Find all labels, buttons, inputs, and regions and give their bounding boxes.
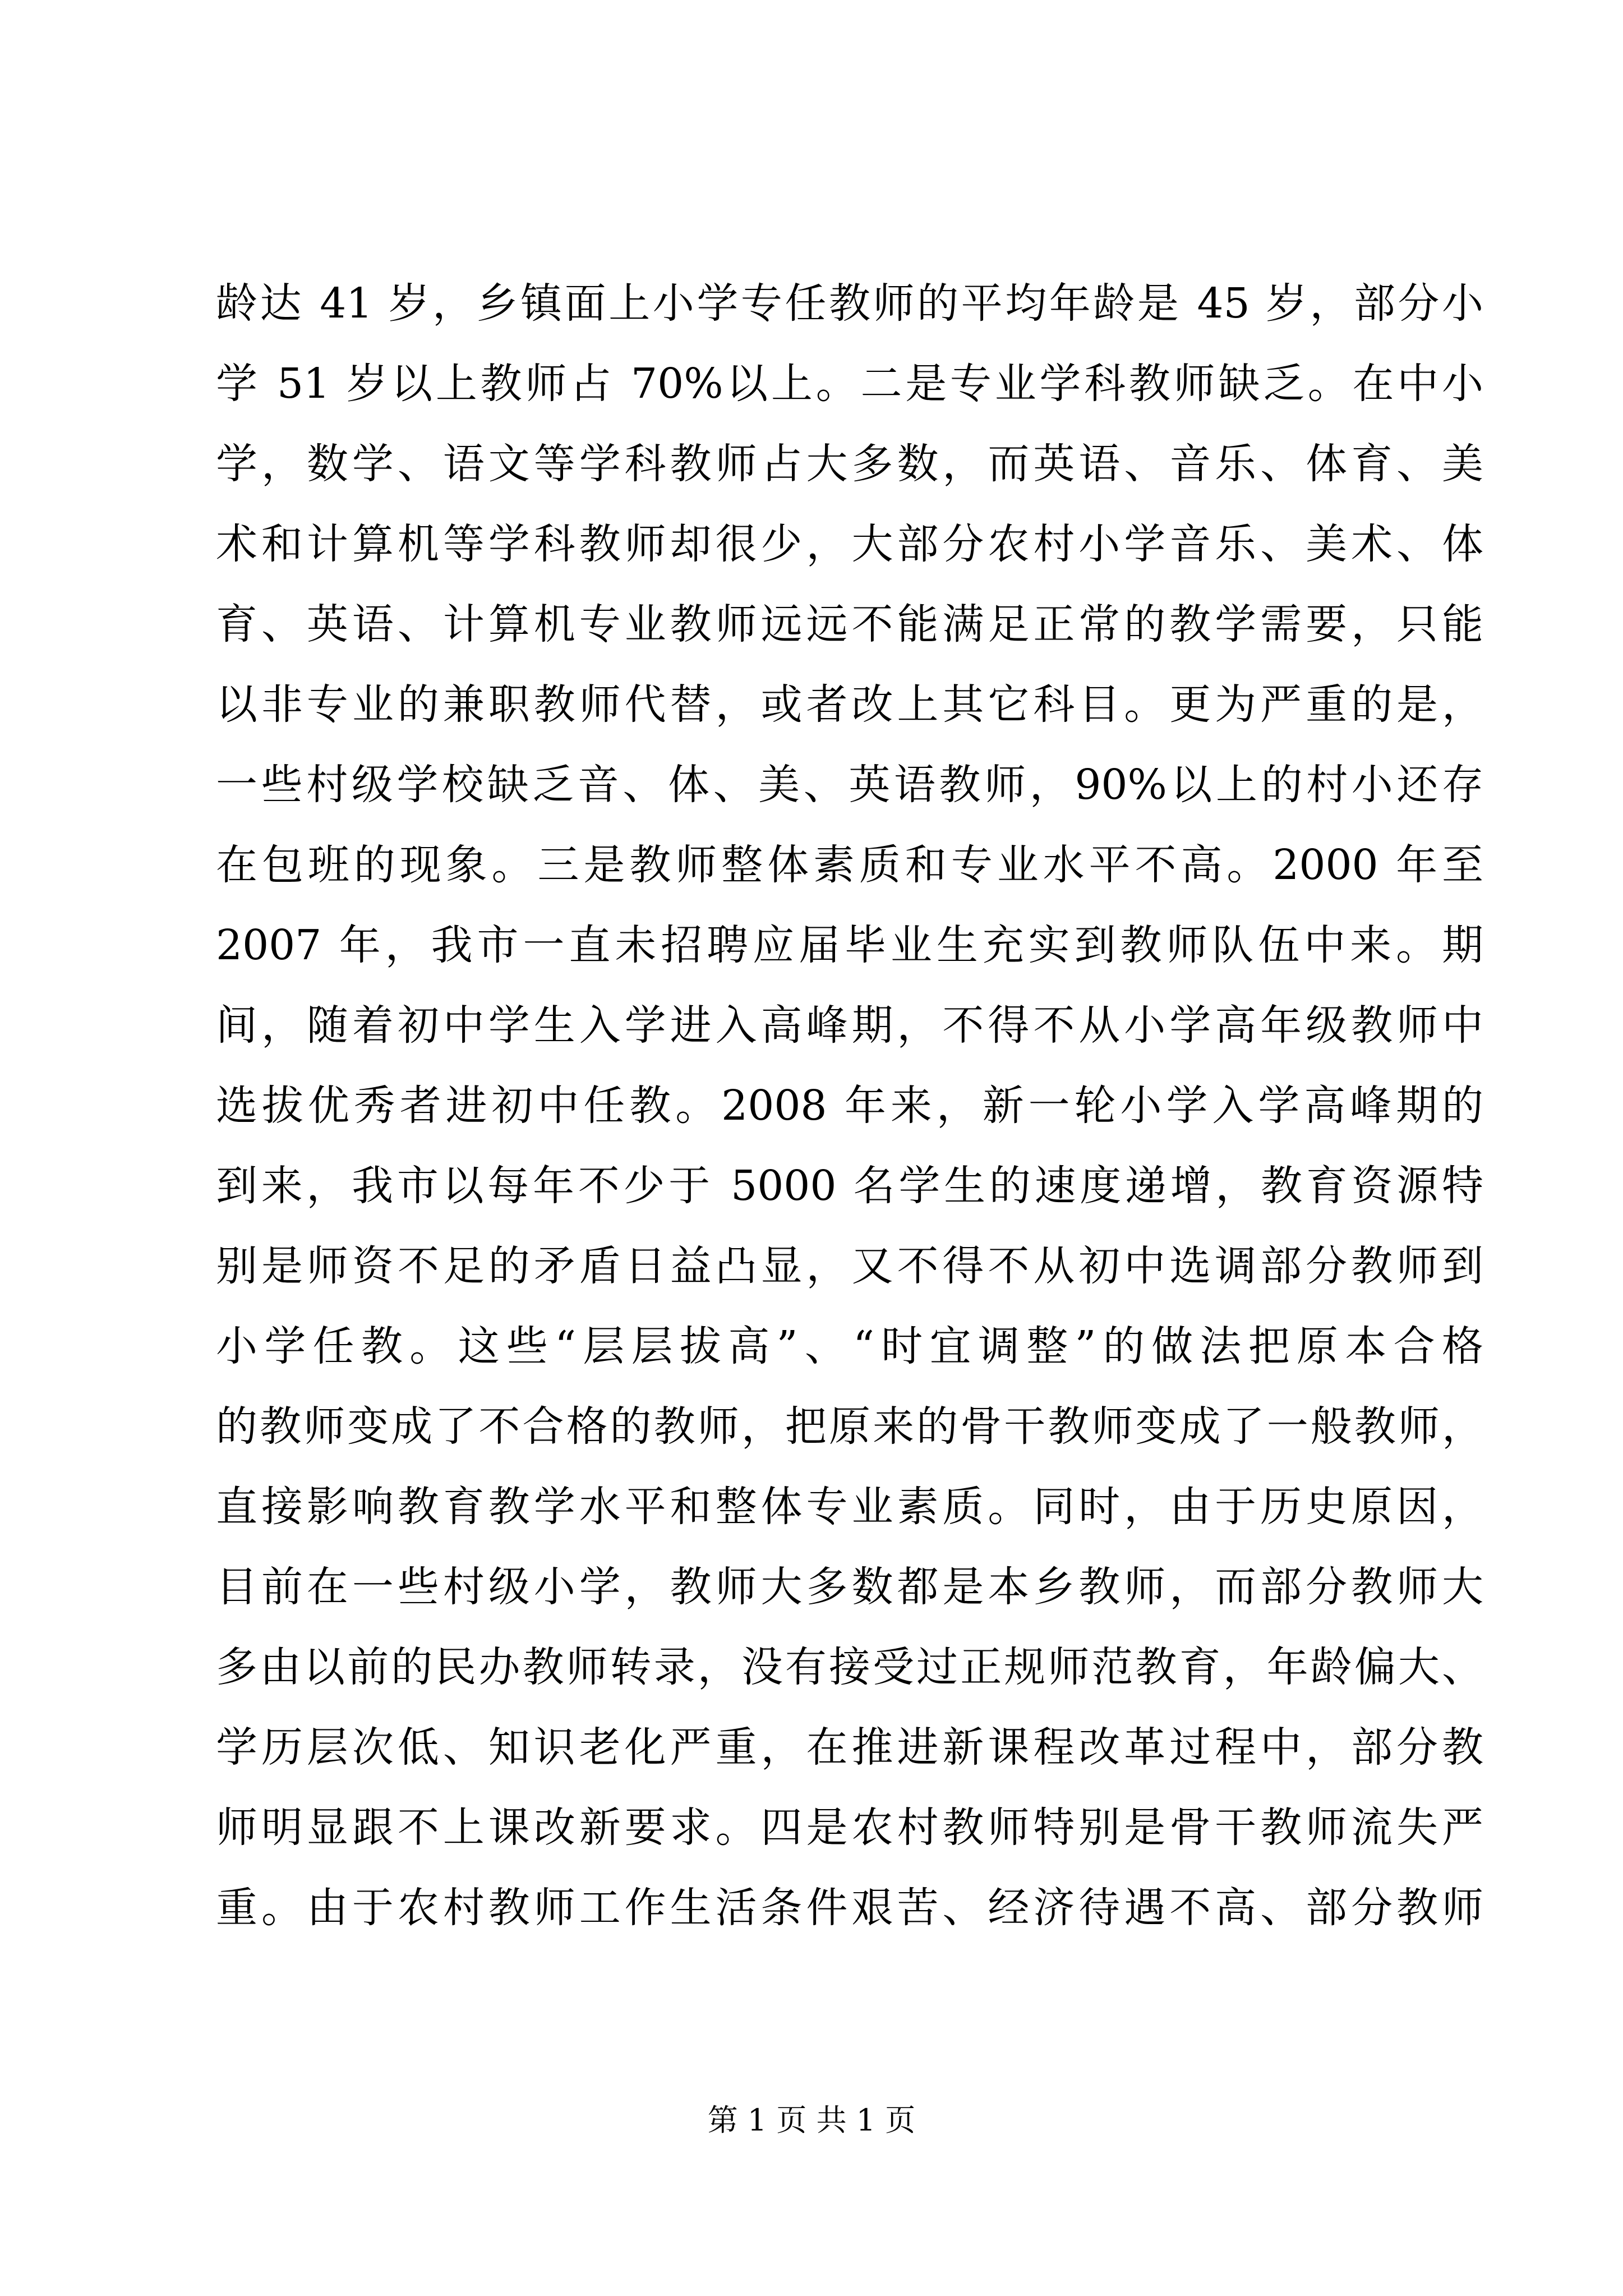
text-line: 学，数学、语文等学科教师占大多数，而英语、音乐、体育、美 [216, 440, 1483, 488]
text-line: 学 51 岁以上教师占 70%以上。二是专业学科教师缺乏。在中小 [216, 360, 1483, 408]
text-line: 选拔优秀者进初中任教。2008 年来，新一轮小学入学高峰期的 [216, 1082, 1483, 1130]
text-line: 的教师变成了不合格的教师，把原来的骨干教师变成了一般教师， [216, 1402, 1483, 1451]
text-line: 别是师资不足的矛盾日益凸显，又不得不从初中选调部分教师到 [216, 1242, 1483, 1290]
text-line: 2007 年，我市一直未招聘应届毕业生充实到教师队伍中来。期 [216, 921, 1483, 969]
text-line: 以非专业的兼职教师代替，或者改上其它科目。更为严重的是， [216, 680, 1483, 729]
text-line: 在包班的现象。三是教师整体素质和专业水平不高。2000 年至 [216, 841, 1483, 889]
text-line: 术和计算机等学科教师却很少，大部分农村小学音乐、美术、体 [216, 520, 1483, 568]
text-line: 龄达 41 岁，乡镇面上小学专任教师的平均年龄是 45 岁，部分小 [216, 279, 1483, 328]
text-line: 学历层次低、知识老化严重，在推进新课程改革过程中，部分教 [216, 1723, 1483, 1772]
text-line: 重。由于农村教师工作生活条件艰苦、经济待遇不高、部分教师 [216, 1884, 1483, 1932]
text-line: 直接影响教育教学水平和整体专业素质。同时，由于历史原因， [216, 1483, 1483, 1531]
text-line: 多由以前的民办教师转录，没有接受过正规师范教育，年龄偏大、 [216, 1643, 1483, 1691]
text-line: 到来，我市以每年不少于 5000 名学生的速度递增，教育资源特 [216, 1162, 1483, 1210]
text-line: 师明显跟不上课改新要求。四是农村教师特别是骨干教师流失严 [216, 1803, 1483, 1852]
text-line: 小学任教。这些“层层拔高”、“时宜调整”的做法把原本合格 [216, 1322, 1483, 1370]
text-line: 目前在一些村级小学，教师大多数都是本乡教师，而部分教师大 [216, 1563, 1483, 1611]
text-line: 间，随着初中学生入学进入高峰期，不得不从小学高年级教师中 [216, 1001, 1483, 1050]
body-text [216, 264, 1483, 1948]
text-line: 育、英语、计算机专业教师远远不能满足正常的教学需要，只能 [216, 600, 1483, 648]
page-footer: 第 1 页 共 1 页 [707, 2102, 916, 2138]
text-line: 一些村级学校缺乏音、体、美、英语教师，90%以上的村小还存 [216, 761, 1483, 809]
